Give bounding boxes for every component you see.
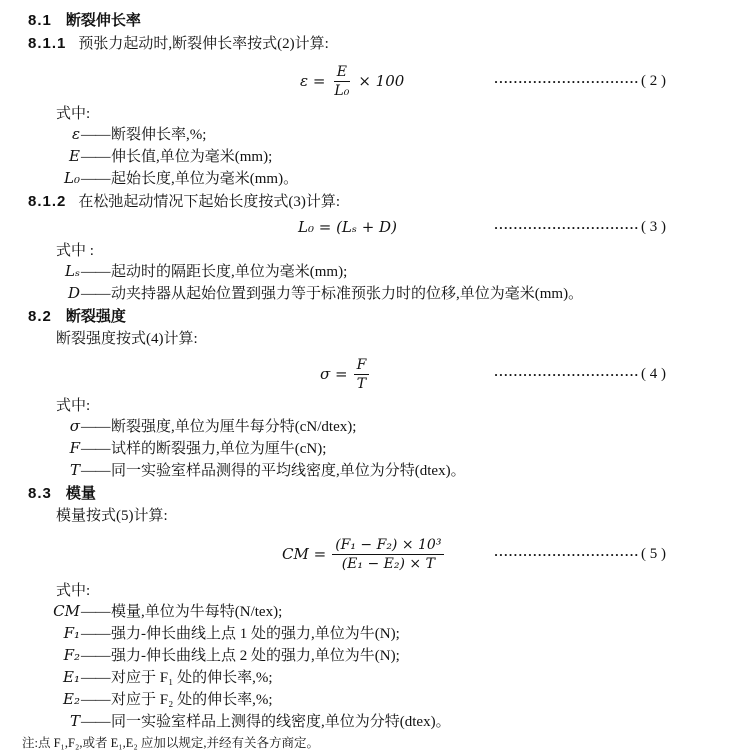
dash: ——	[81, 127, 110, 143]
formula-5-number: ( 5 )	[641, 545, 666, 562]
formula-2-expression	[300, 64, 404, 99]
symbol-description: 伸长值,单位为毫米(mm);	[111, 149, 273, 165]
symbol: E₁	[63, 668, 80, 686]
deflist-4-label: 式中:	[56, 398, 91, 414]
symbol: Lₛ	[64, 262, 80, 280]
formula-5-row	[0, 531, 744, 577]
dash: ——	[81, 463, 110, 479]
formula-2-fraction	[331, 64, 352, 99]
symbol-description: 强力-伸长曲线上点 2 处的强力,单位为牛(N);	[111, 648, 400, 664]
deflist-3-label: 式中 :	[56, 243, 94, 259]
clause-text: 在松弛起动情况下起始长度按式(3)计算:	[78, 194, 341, 210]
definition-item	[0, 689, 744, 711]
symbol: CM	[53, 602, 80, 620]
symbol: F₁	[63, 624, 80, 642]
deflist-2-label: 式中:	[56, 106, 91, 122]
symbol-description: 起动时的隔距长度,单位为毫米(mm);	[111, 264, 348, 280]
clause-8-1-1	[0, 32, 744, 56]
section-number: 8.1	[28, 12, 52, 29]
formula-4-lhs: σ =	[320, 364, 348, 383]
dash: ——	[81, 604, 110, 620]
section-number: 8.2	[28, 308, 52, 325]
definition-item	[0, 667, 744, 689]
clause-8-1-2	[0, 190, 744, 214]
definition-item	[0, 146, 744, 168]
symbol-description: 强力-伸长曲线上点 1 处的强力,单位为牛(N);	[111, 626, 400, 642]
formula-2-tail: × 100	[358, 71, 405, 90]
symbol-description: 起始长度,单位为毫米(mm)。	[111, 171, 299, 187]
symbol: ε	[71, 125, 80, 143]
formula-4-denominator: T	[356, 375, 367, 392]
section-title: 断裂伸长率	[65, 12, 141, 29]
clause-number: 8.1.1	[28, 35, 67, 52]
symbol-description: 模量,单位为牛每特(N/tex);	[111, 604, 283, 620]
definition-item	[0, 168, 744, 190]
deflist-5-label: 式中:	[56, 583, 91, 599]
section-heading-8-2	[0, 305, 744, 328]
symbol-description: 同一实验室样品测得的平均线密度,单位为分特(dtex)。	[111, 463, 466, 479]
symbol: F	[69, 439, 80, 457]
symbol: σ	[69, 417, 80, 435]
dash: ——	[81, 692, 110, 708]
formula-2-denominator: L₀	[334, 82, 350, 99]
definition-item	[0, 711, 744, 733]
dash: ——	[81, 264, 110, 280]
symbol-description: 动夹持器从起始位置到强力等于标准预张力时的位移,单位为毫米(mm)。	[111, 286, 584, 302]
formula-2-row	[0, 61, 744, 101]
formula-5-lhs: CM =	[282, 544, 327, 563]
clause-number: 8.1.2	[28, 193, 67, 210]
symbol: E	[69, 147, 80, 165]
formula-5-number-group	[494, 544, 666, 565]
formula-4-number-group	[494, 364, 666, 385]
section-heading-8-1	[0, 9, 744, 32]
formula-4-fraction	[354, 357, 370, 392]
symbol: T	[69, 461, 80, 479]
symbol-description: 试样的断裂强力,单位为厘牛(cN);	[111, 441, 327, 457]
symbol: T	[69, 712, 80, 730]
dotted-leader: ······························	[493, 546, 639, 562]
dotted-leader: ······························	[493, 219, 639, 235]
formula-2-numerator: E	[334, 64, 350, 82]
symbol: F₂	[63, 646, 80, 664]
section-8-3-intro: 模量按式(5)计算:	[56, 508, 168, 524]
symbol-description: 断裂伸长率,%;	[111, 127, 207, 143]
formula-2-number-group	[494, 71, 666, 92]
symbol-description: 对应于 F₁ 处的伸长率,%;	[111, 670, 273, 686]
definition-item	[0, 601, 744, 623]
footnote: 注:点 F₁,F₂,或者 E₁,E₂ 应加以规定,并经有关各方商定。	[22, 736, 319, 750]
formula-4-row	[0, 355, 744, 393]
formula-2-lhs: ε =	[300, 71, 326, 90]
dash: ——	[81, 171, 110, 187]
section-title: 断裂强度	[65, 308, 126, 325]
formula-4-number: ( 4 )	[641, 365, 666, 382]
clause-text: 预张力起动时,断裂伸长率按式(2)计算:	[78, 36, 329, 52]
definition-item	[0, 645, 744, 667]
section-8-2-intro: 断裂强度按式(4)计算:	[56, 331, 198, 347]
section-number: 8.3	[28, 485, 52, 502]
formula-4-expression	[320, 357, 369, 392]
formula-5-fraction	[332, 537, 444, 572]
dash: ——	[81, 714, 110, 730]
formula-3-number: ( 3 )	[641, 218, 666, 235]
dotted-leader: ······························	[493, 73, 639, 89]
dash: ——	[81, 149, 110, 165]
symbol-description: 对应于 F₂ 处的伸长率,%;	[111, 692, 273, 708]
formula-3-body: L₀ = (Lₛ + D)	[298, 217, 397, 236]
dash: ——	[81, 286, 110, 302]
symbol: D	[67, 284, 80, 302]
definition-item	[0, 124, 744, 146]
dash: ——	[81, 626, 110, 642]
formula-2-number: ( 2 )	[641, 72, 666, 89]
definition-item	[0, 261, 744, 283]
formula-3-number-group	[494, 217, 666, 238]
definition-item	[0, 460, 744, 482]
formula-5-numerator: (F₁ − F₂) × 10³	[332, 537, 444, 555]
dash: ——	[81, 670, 110, 686]
symbol: L₀	[64, 169, 80, 187]
formula-5-denominator: (E₁ − E₂) × T	[341, 555, 435, 572]
formula-3-row	[0, 215, 744, 239]
definition-item	[0, 416, 744, 438]
section-title: 模量	[65, 485, 96, 502]
definition-item	[0, 623, 744, 645]
formula-5-expression	[282, 537, 444, 572]
symbol-description: 同一实验室样品上测得的线密度,单位为分特(dtex)。	[111, 714, 451, 730]
symbol: E₂	[63, 690, 80, 708]
dotted-leader: ······························	[493, 366, 639, 382]
symbol-description: 断裂强度,单位为厘牛每分特(cN/dtex);	[111, 419, 357, 435]
definition-item	[0, 438, 744, 460]
dash: ——	[81, 648, 110, 664]
formula-4-numerator: F	[354, 357, 370, 375]
dash: ——	[81, 419, 110, 435]
dash: ——	[81, 441, 110, 457]
section-heading-8-3	[0, 482, 744, 505]
formula-3-expression	[298, 217, 397, 238]
definition-item	[0, 283, 744, 305]
